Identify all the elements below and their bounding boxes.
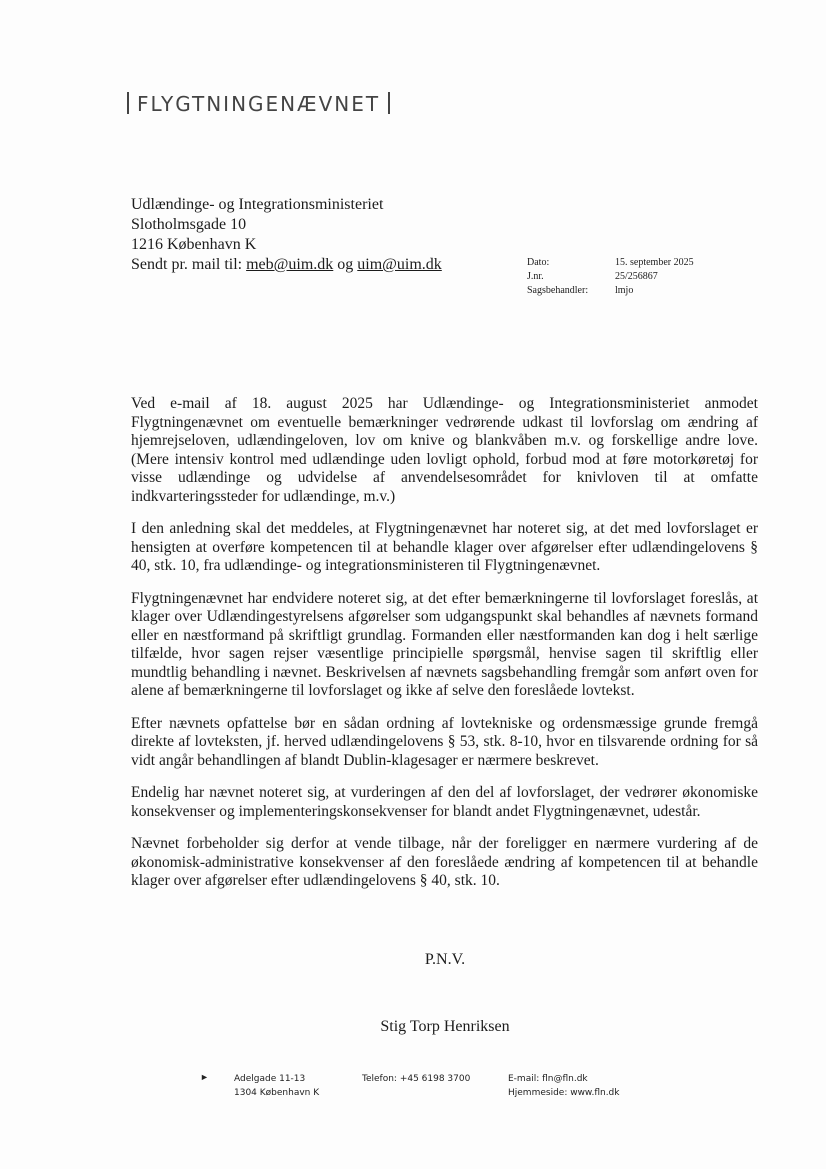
handler-value: lmjo bbox=[615, 285, 634, 296]
recipient-sent-line bbox=[131, 255, 442, 275]
paragraph-2: I den anledning skal det meddeles, at Flygtningenævnet har noteret sig, at det med lovforslaget er hensigten at overføre kompetencen til at behandle klager over afgørelser efter udlændingelovens § 40, stk. 10, fra udlændinge- og integrationsministeren til Flygtningenævnet. bbox=[131, 520, 758, 574]
paragraph-4: Efter nævnets opfattelse bør en sådan ordning af lovtekniske og ordensmæssige grunde fremgå direkte af lovteksten, jf. herved udlændingelovens § 53, stk. 8-10, hvor en tilsvarende ordning for så vidt angår behandlingen af blandt Dublin-klagesager er nærmere beskrevet. bbox=[131, 714, 758, 769]
recipient-address bbox=[131, 195, 442, 275]
recipient-name: Udlændinge- og Integrationsministeriet bbox=[131, 196, 384, 213]
recipient-street: Slotholmsgade 10 bbox=[131, 216, 247, 233]
footer-website: Hjemmeside: www.fln.dk bbox=[508, 1088, 620, 1098]
email-conjunction: og bbox=[337, 256, 354, 273]
sent-prefix: Sendt pr. mail til: bbox=[131, 256, 243, 273]
footer-address-line2: 1304 København K bbox=[234, 1088, 320, 1098]
logo-bar-left bbox=[127, 92, 129, 114]
meta-row-date bbox=[527, 256, 694, 270]
footer-address-line1: Adelgade 11-13 bbox=[234, 1074, 306, 1084]
handler-label: Sagsbehandler: bbox=[527, 285, 589, 296]
meta-row-handler bbox=[527, 284, 694, 298]
jnr-label: J.nr. bbox=[527, 271, 544, 282]
footer-arrow-icon: ► bbox=[200, 1072, 209, 1082]
date-label: Dato: bbox=[527, 257, 550, 268]
jnr-value: 25/256867 bbox=[615, 271, 658, 282]
paragraph-5: Endelig har nævnet noteret sig, at vurderingen af den del af lovforslaget, der vedrører økonomiske konsekvenser og implementeringskonsekvenser for blandt andet Flygtningenævnet, udestår. bbox=[131, 784, 758, 820]
logo-text: FLYGTNINGENÆVNET bbox=[137, 92, 381, 116]
email-link-uim[interactable]: uim@uim.dk bbox=[357, 256, 442, 273]
paragraph-6: Nævnet forbeholder sig derfor at vende tilbage, når der foreligger en nærmere vurdering af de økonomisk-administrative konsekvenser af den foreslåede ændring af kompetencen til at behandle klager over afgørelser efter udlændingelovens § 40, stk. 10. bbox=[131, 835, 758, 889]
recipient-city: 1216 København K bbox=[131, 236, 257, 253]
letter-body bbox=[131, 395, 758, 905]
email-link-meb[interactable]: meb@uim.dk bbox=[246, 256, 334, 273]
closing-pnv: P.N.V. bbox=[424, 951, 466, 968]
letterhead-logo bbox=[127, 92, 390, 116]
date-value: 15. september 2025 bbox=[615, 257, 694, 268]
footer-phone bbox=[362, 1072, 470, 1086]
footer-phone-text: Telefon: +45 6198 3700 bbox=[362, 1074, 471, 1084]
footer-email: E-mail: fln@fln.dk bbox=[508, 1074, 588, 1084]
footer-contact bbox=[508, 1072, 620, 1100]
logo-bar-right bbox=[388, 92, 390, 114]
meta-row-jnr bbox=[527, 270, 694, 284]
signatory-name: Stig Torp Henriksen bbox=[380, 1018, 510, 1035]
paragraph-1: Ved e-mail af 18. august 2025 har Udlændinge- og Integrationsministeriet anmodet Flygtningenævnet om eventuelle bemærkninger vedrørende udkast til lovforslag om ændring af hjemrejseloven, udlændingeloven, lov om knive og blankvåben m.v. og forskellige andre love. (Mere intensiv kontrol med udlændinge uden lovligt ophold, forbud mod at føre motorkøretøj for visse udlændinge og udvidelse af anvendelsesområdet for knivloven til at omfatte indkvarteringssteder for udlændinge, m.v.) bbox=[131, 395, 758, 505]
paragraph-3: Flygtningenævnet har endvidere noteret sig, at det efter bemærkningerne til lovforslaget foreslås, at klager over Udlændingestyrelsens afgørelser som udgangspunkt skal behandles af nævnets formand eller en næstformand på skriftligt grundlag. Formanden eller næstformanden kan dog i helt særlige tilfælde, hvor sagen rejser væsentlige principielle spørgsmål, henvise sagen til skriftlig eller mundtlig behandling i nævnet. Beskrivelsen af nævnets sagsbehandling fremgår som anført oven for alene af bemærkningerne til lovforslaget og ikke af selve den foreslåede lovtekst. bbox=[131, 589, 758, 699]
footer-address bbox=[234, 1072, 319, 1100]
case-metadata bbox=[527, 256, 694, 298]
